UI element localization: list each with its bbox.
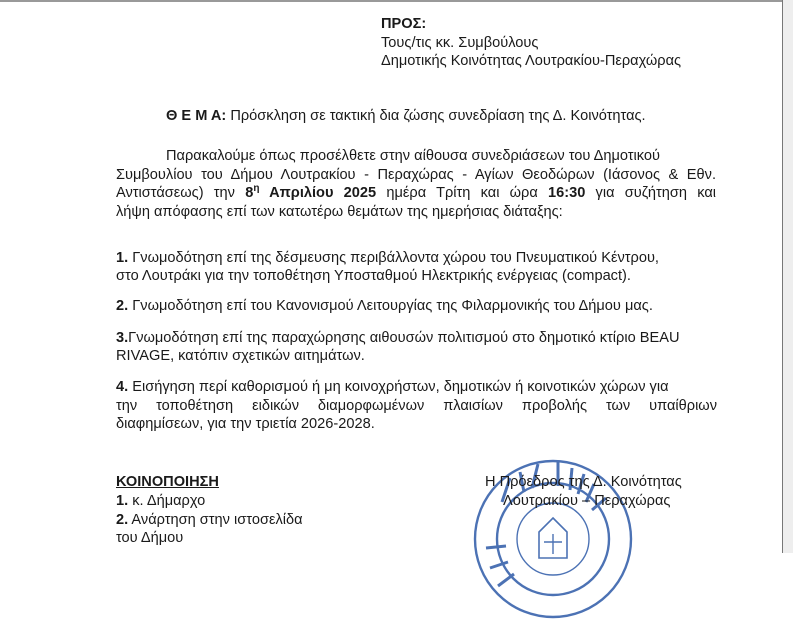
recipient-line-2: Δημοτικής Κοινότητας Λουτρακίου-Περαχώρας — [381, 53, 682, 69]
signature-line-2: Λουτρακίου – Περαχώρας — [503, 493, 671, 509]
meeting-time: 16:30 — [548, 185, 586, 201]
notification-entry-2-text: Ανάρτηση στην ιστοσελίδα — [131, 512, 303, 528]
meeting-date-suffix: η — [253, 183, 260, 195]
intro-line-3 — [116, 185, 716, 201]
subject-text: Πρόσκληση σε τακτική δια ζώσης συνεδρίαση της Δ. Κοινότητας. — [230, 108, 646, 124]
page-top-edge — [0, 0, 793, 2]
agenda-item-1-number: 1. — [116, 250, 129, 266]
agenda-item-3-text: Γνωμοδότηση επί της παραχώρησης αιθουσών πολιτισμού στο δημοτικό κτίριο BEAU — [128, 330, 680, 346]
agenda-item-4-number: 4. — [116, 379, 129, 395]
intro-line-1: Παρακαλούμε όπως προσέλθετε στην αίθουσα συνεδριάσεων του Δημοτικού — [166, 148, 661, 164]
notification-entry-1-text: κ. Δήμαρχο — [132, 493, 206, 509]
notification-entry-2-continued: του Δήμου — [116, 530, 184, 546]
signature-line-1: Η Πρόεδρος της Δ. Κοινότητας — [485, 474, 682, 490]
intro-line-2: Συμβουλίου του Δήμου Λουτρακίου - Περαχώρας - Αγίων Θεοδώρων (Ιάσονος & Εθν. — [116, 167, 716, 183]
agenda-item-3-number: 3. — [116, 330, 129, 346]
notification-heading: ΚΟΙΝΟΠΟΙΗΣΗ — [116, 474, 219, 490]
notification-entry-1-number: 1. — [116, 493, 129, 509]
recipient-heading: ΠΡΟΣ: — [381, 16, 427, 32]
agenda-item-1-text: Γνωμοδότηση επί της δέσμευσης περιβάλλοντα χώρου του Πνευματικού Κέντρου, — [132, 250, 659, 266]
agenda-item-3-line-2: RIVAGE, κατόπιν σχετικών αιτημάτων. — [116, 348, 365, 364]
agenda-item-2-text: Γνωμοδότηση επί του Κανονισμού Λειτουργίας της Φιλαρμονικής του Δήμου μας. — [132, 298, 653, 314]
meeting-date-rest: Απριλίου 2025 — [269, 185, 377, 201]
notification-entry-1 — [116, 493, 205, 509]
intro-line-3-middle: ημέρα Τρίτη και ώρα — [386, 185, 538, 201]
agenda-item-4-line-2: την τοποθέτηση ειδικών διαμορφωμένων πλαισίων προβολής των υπαίθριων — [116, 398, 717, 414]
notification-entry-2 — [116, 512, 303, 528]
agenda-item-1-line-1 — [116, 250, 659, 266]
intro-line-3-start: Αντιστάσεως) την — [116, 185, 235, 201]
recipient-line-1: Τους/τις κκ. Συμβούλους — [381, 35, 539, 51]
agenda-item-4-line-1 — [116, 379, 669, 395]
intro-line-4: λήψη απόφασης επί των κατωτέρω θεμάτων της ημερήσιας διάταξης: — [116, 204, 563, 220]
subject-label: Θ Ε Μ Α: — [166, 108, 227, 124]
meeting-date — [245, 185, 376, 201]
agenda-item-4-text: Εισήγηση περί καθορισμού ή μη κοινοχρήστων, δημοτικών ή κοινοτικών χώρων για — [132, 379, 669, 395]
notification-entry-2-number: 2. — [116, 512, 129, 528]
meeting-date-day: 8 — [245, 185, 254, 201]
agenda-item-4-line-3: διαφημίσεων, για την τριετία 2026-2028. — [116, 416, 375, 432]
intro-line-3-end: για συζήτηση και — [595, 185, 717, 201]
agenda-item-3-line-1 — [116, 330, 680, 346]
window-right-edge — [782, 0, 793, 553]
agenda-item-1-line-2: στο Λουτράκι για την τοποθέτηση Υποσταθμού Ηλεκτρικής ενέργειας (compact). — [116, 268, 631, 284]
agenda-item-2-number: 2. — [116, 298, 129, 314]
subject-line — [166, 108, 646, 124]
agenda-item-2-line-1 — [116, 298, 653, 314]
